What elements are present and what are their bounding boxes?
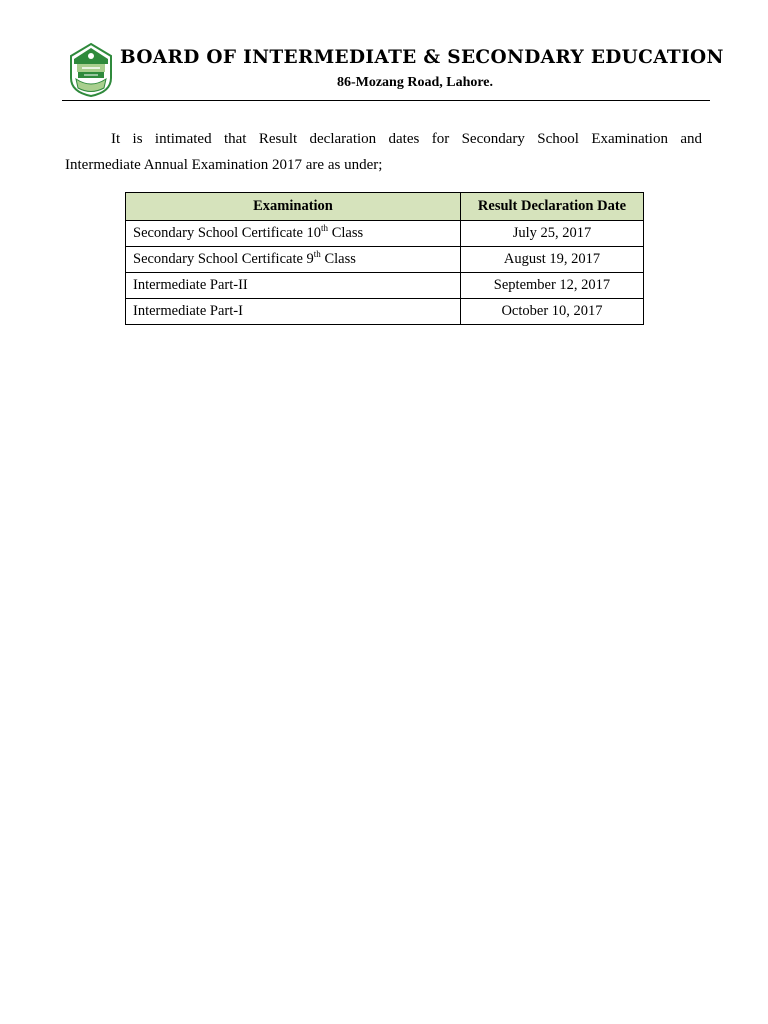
column-header-result-date: Result Declaration Date — [461, 193, 644, 221]
exam-cell — [126, 221, 461, 247]
table-row — [126, 273, 644, 299]
table-row — [126, 221, 644, 247]
letterhead — [62, 40, 724, 101]
board-title: BOARD OF INTERMEDIATE & SECONDARY EDUCATION — [120, 47, 724, 68]
exam-name: Secondary School Certificate 9 — [133, 251, 314, 267]
exam-cell — [126, 247, 461, 273]
date-cell: July 25, 2017 — [461, 221, 644, 247]
exam-suffix: Class — [328, 225, 364, 241]
exam-cell — [126, 273, 461, 299]
exam-name: Secondary School Certificate 10 — [133, 225, 322, 241]
notice-line-2: Intermediate Annual Examination 2017 are as under; — [65, 157, 383, 173]
date-cell: August 19, 2017 — [461, 247, 644, 273]
table-row — [126, 247, 644, 273]
exam-ordinal: th — [321, 223, 329, 234]
board-crest-logo — [66, 42, 116, 98]
table-header-row — [126, 193, 644, 221]
date-cell: September 12, 2017 — [461, 273, 644, 299]
result-dates-table — [125, 192, 644, 325]
exam-cell — [126, 299, 461, 325]
notice-paragraph — [65, 126, 702, 178]
exam-suffix: Class — [320, 251, 356, 267]
column-header-examination: Examination — [126, 193, 461, 221]
exam-ordinal: th — [313, 249, 321, 260]
notice-line-1: It is intimated that Result declaration dates for Secondary School Examination and — [111, 131, 702, 147]
date-cell: October 10, 2017 — [461, 299, 644, 325]
exam-name: Intermediate Part-II — [133, 277, 248, 293]
exam-name: Intermediate Part-I — [133, 303, 243, 319]
board-address: 86-Mozang Road, Lahore. — [336, 75, 494, 90]
table-row — [126, 299, 644, 325]
